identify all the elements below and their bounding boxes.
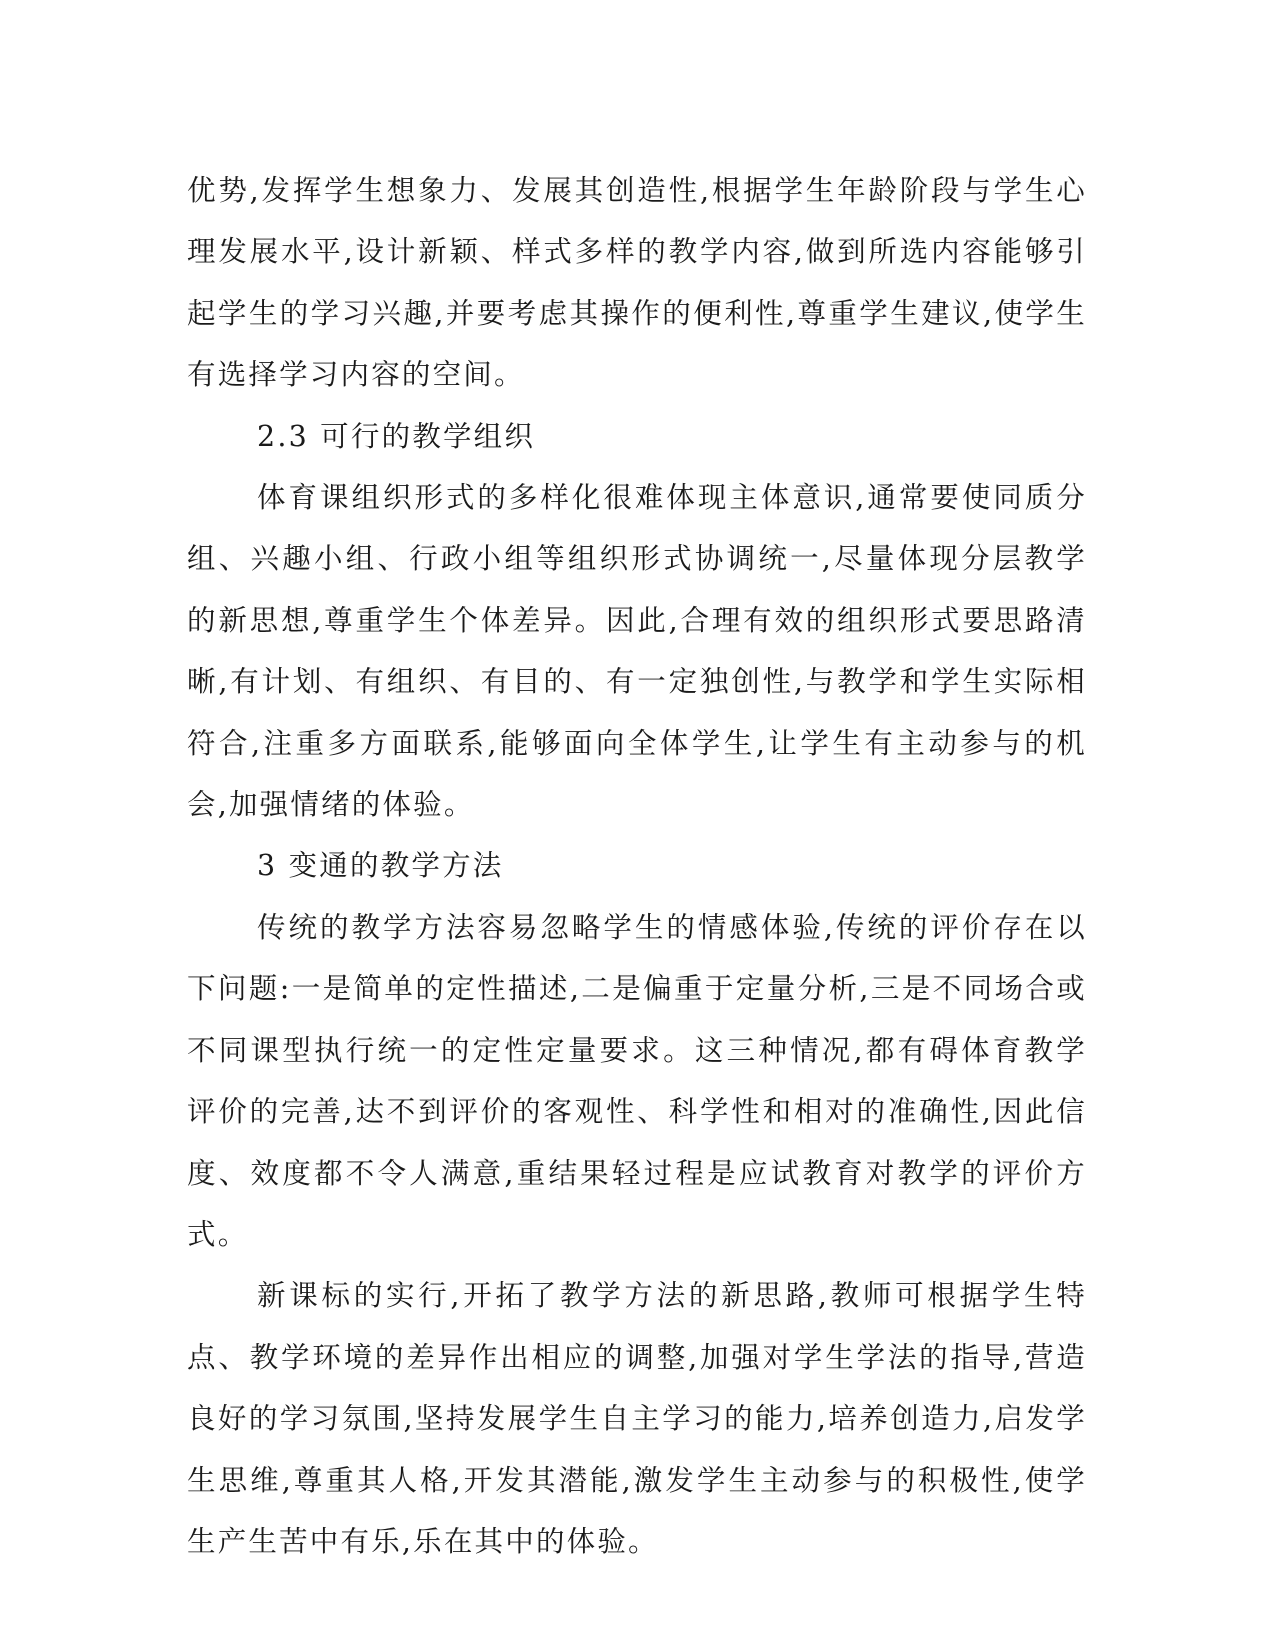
paragraph-traditional-methods: 传统的教学方法容易忽略学生的情感体验,传统的评价存在以下问题:一是简单的定性描述,二是偏重于定量分析,三是不同场合或不同课型执行统一的定性定量要求。这三种情况,都有碍体育教学评价的完善,达不到评价的客观性、科学性和相对的准确性,因此信度、效度都不令人满意,重结果轻过程是应试教育对教学的评价方式。	[187, 910, 1087, 1251]
section-heading-teaching-methods: 3 变通的教学方法	[257, 849, 504, 883]
paragraph-new-curriculum: 新课标的实行,开拓了教学方法的新思路,教师可根据学生特点、教学环境的差异作出相应的调整,加强对学生学法的指导,营造良好的学习氛围,坚持发展学生自主学习的能力,培养创造力,启发学生思维,尊重其人格,开发其潜能,激发学生主动参与的积极性,使学生产生苦中有乐,乐在其中的体验。	[187, 1279, 1087, 1558]
paragraph-content-continuation: 优势,发挥学生想象力、发展其创造性,根据学生年龄阶段与学生心理发展水平,设计新颖、样式多样的教学内容,做到所选内容能够引起学生的学习兴趣,并要考虑其操作的便利性,尊重学生建议,使学生有选择学习内容的空间。	[187, 174, 1087, 392]
body-text	[187, 160, 1087, 1572]
section-heading-teaching-organization: 2.3 可行的教学组织	[257, 419, 536, 453]
paragraph-organization: 体育课组织形式的多样化很难体现主体意识,通常要使同质分组、兴趣小组、行政小组等组织形式协调统一,尽量体现分层教学的新思想,尊重学生个体差异。因此,合理有效的组织形式要思路清晰,有计划、有组织、有目的、有一定独创性,与教学和学生实际相符合,注重多方面联系,能够面向全体学生,让学生有主动参与的机会,加强情绪的体验。	[187, 481, 1087, 822]
